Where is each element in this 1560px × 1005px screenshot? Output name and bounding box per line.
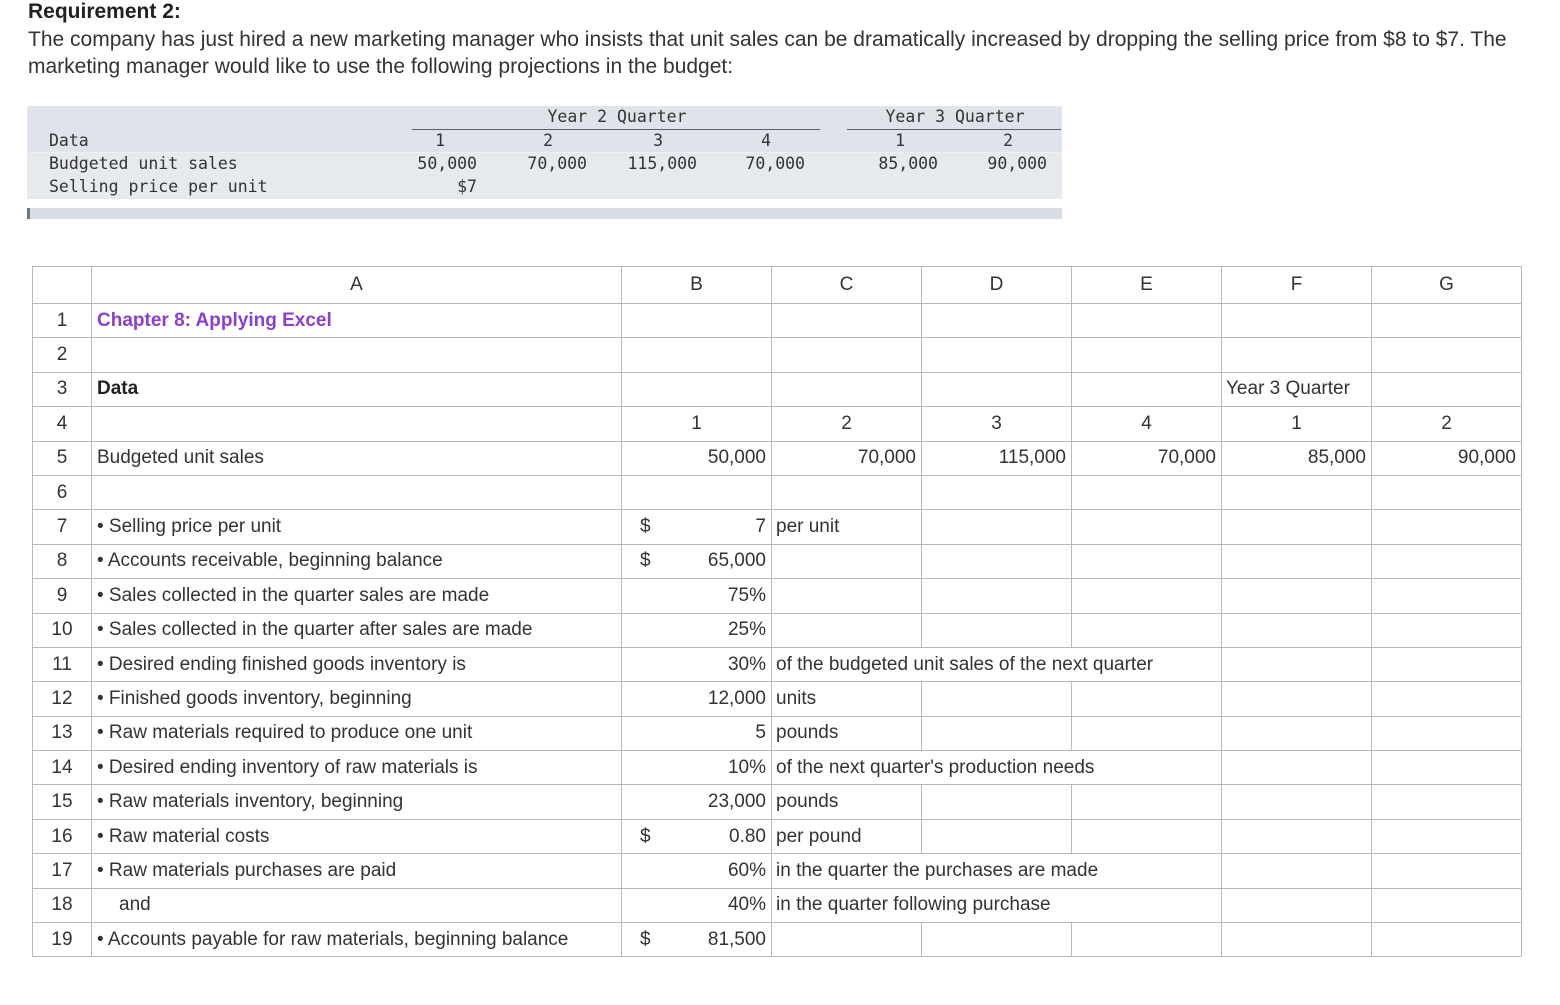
table-row — [33, 613, 1522, 647]
panel-sales-value: 85,000 — [878, 154, 938, 173]
panel-sales-value: 90,000 — [987, 154, 1047, 173]
panel-quarter: 4 — [761, 131, 771, 150]
note-cell[interactable] — [772, 647, 1154, 681]
row-number[interactable]: 14 — [33, 751, 92, 785]
cell[interactable] — [1372, 819, 1522, 853]
cell[interactable] — [1372, 475, 1522, 509]
value-cell[interactable]: 12,000 — [622, 682, 772, 716]
cell[interactable] — [1222, 475, 1372, 509]
table-row — [33, 372, 1522, 406]
cell[interactable] — [1222, 544, 1372, 578]
row-number[interactable]: 9 — [33, 579, 92, 613]
note-cell[interactable] — [772, 854, 1099, 888]
cell[interactable] — [1372, 716, 1522, 750]
value-cell[interactable]: 10% — [622, 751, 772, 785]
cell[interactable] — [1072, 304, 1222, 338]
cell[interactable] — [1372, 785, 1522, 819]
row-label[interactable]: • Desired ending inventory of raw materials is — [92, 751, 622, 785]
cell[interactable] — [1072, 613, 1222, 647]
table-row — [33, 338, 1522, 372]
cell[interactable] — [1222, 510, 1372, 544]
row-number[interactable]: 5 — [33, 441, 92, 475]
column-header-e[interactable]: E — [1072, 267, 1222, 304]
cell[interactable] — [1072, 475, 1222, 509]
row-number[interactable]: 12 — [33, 682, 92, 716]
table-row — [33, 751, 1522, 785]
panel-sales-value: 70,000 — [745, 154, 805, 173]
row-number[interactable]: 13 — [33, 716, 92, 750]
value-cell[interactable] — [622, 819, 772, 853]
cell[interactable] — [1072, 888, 1222, 922]
panel-sales-value: 115,000 — [627, 154, 697, 173]
panel-quarter: 3 — [653, 131, 663, 150]
column-header-c[interactable]: C — [772, 267, 922, 304]
year2-underline — [412, 129, 820, 130]
cell[interactable] — [1372, 510, 1522, 544]
row-number[interactable]: 8 — [33, 544, 92, 578]
cell[interactable] — [1372, 579, 1522, 613]
cell[interactable] — [1222, 819, 1372, 853]
cell[interactable] — [92, 475, 622, 509]
cell[interactable] — [922, 510, 1072, 544]
unit-cell[interactable]: per unit — [772, 510, 922, 544]
table-row — [33, 854, 1522, 888]
panel-quarter: 1 — [895, 131, 905, 150]
value-cell[interactable]: 90,000 — [1372, 441, 1522, 475]
row-number[interactable]: 2 — [33, 338, 92, 372]
quarter-cell[interactable]: 4 — [1072, 407, 1222, 441]
row-number[interactable]: 4 — [33, 407, 92, 441]
table-row — [33, 544, 1522, 578]
panel-divider — [27, 152, 1062, 153]
sheet-title[interactable]: Chapter 8: Applying Excel — [92, 304, 622, 338]
value-cell[interactable] — [622, 510, 772, 544]
panel-quarter: 1 — [435, 131, 445, 150]
row-number[interactable]: 17 — [33, 854, 92, 888]
requirement-intro: The company has just hired a new marketing manager who insists that unit sales can be dramatically increased by dropping the selling price from $8 to $7. The marketing manager would like to use the following projections in the budget: — [28, 28, 1507, 78]
cell[interactable] — [1372, 888, 1522, 922]
table-row — [33, 888, 1522, 922]
cell[interactable] — [922, 338, 1072, 372]
cell[interactable] — [772, 923, 922, 957]
unit-cell[interactable]: pounds — [772, 716, 922, 750]
value-cell[interactable] — [622, 544, 772, 578]
value-cell[interactable]: 70,000 — [772, 441, 922, 475]
cell[interactable] — [1372, 613, 1522, 647]
table-row — [33, 579, 1522, 613]
row-number[interactable]: 16 — [33, 819, 92, 853]
panel-sales-value: 70,000 — [527, 154, 587, 173]
cell[interactable] — [772, 613, 922, 647]
cell[interactable] — [772, 475, 922, 509]
row-label[interactable]: • Raw materials required to produce one unit — [92, 716, 622, 750]
row-label[interactable]: • Sales collected in the quarter sales are made — [92, 579, 622, 613]
cell[interactable] — [1222, 785, 1372, 819]
cell[interactable] — [772, 338, 922, 372]
cell[interactable] — [772, 544, 922, 578]
table-row — [33, 304, 1522, 338]
row-number[interactable]: 3 — [33, 372, 92, 406]
cell[interactable] — [1072, 510, 1222, 544]
unit-cell[interactable]: pounds — [772, 785, 922, 819]
cell[interactable] — [922, 304, 1072, 338]
table-row — [33, 441, 1522, 475]
value-cell[interactable]: 40% — [622, 888, 772, 922]
cell[interactable] — [1372, 751, 1522, 785]
cell[interactable] — [922, 923, 1072, 957]
requirement-heading: Requirement 2: — [28, 0, 181, 23]
table-row — [33, 407, 1522, 441]
cell[interactable] — [1072, 579, 1222, 613]
section-label[interactable]: Data — [92, 372, 622, 406]
cell[interactable] — [1072, 716, 1222, 750]
cell[interactable] — [922, 682, 1072, 716]
cell[interactable] — [1222, 613, 1372, 647]
cell[interactable] — [922, 785, 1072, 819]
note-cell[interactable] — [772, 751, 1095, 785]
unit-cell[interactable]: units — [772, 682, 922, 716]
panel-price-value: $7 — [457, 177, 477, 196]
value-text: 7 — [755, 516, 766, 538]
cell[interactable] — [1072, 372, 1222, 406]
column-header-g[interactable]: G — [1372, 267, 1522, 304]
cell[interactable] — [1222, 338, 1372, 372]
cell[interactable] — [622, 372, 772, 406]
row-number[interactable]: 18 — [33, 888, 92, 922]
unit-cell[interactable]: per pound — [772, 819, 922, 853]
cell[interactable] — [1222, 579, 1372, 613]
column-header-d[interactable]: D — [922, 267, 1072, 304]
value-cell[interactable]: 60% — [622, 854, 772, 888]
row-number[interactable]: 19 — [33, 923, 92, 957]
year3-quarter-label[interactable]: Year 3 Quarter — [1222, 372, 1372, 406]
cell[interactable] — [772, 372, 922, 406]
quarter-cell[interactable]: 1 — [622, 407, 772, 441]
value-cell[interactable]: 85,000 — [1222, 441, 1372, 475]
currency-symbol: $ — [640, 516, 651, 538]
cell[interactable] — [1372, 304, 1522, 338]
cell[interactable] — [1222, 923, 1372, 957]
cell[interactable] — [922, 716, 1072, 750]
table-row — [33, 475, 1522, 509]
cell[interactable] — [1222, 751, 1372, 785]
quarter-cell[interactable]: 1 — [1222, 407, 1372, 441]
year3-header: Year 3 Quarter — [885, 107, 1025, 126]
row-label[interactable]: • Sales collected in the quarter after sales are made — [92, 613, 622, 647]
row-number[interactable]: 1 — [33, 304, 92, 338]
cell[interactable] — [622, 475, 772, 509]
cell[interactable] — [1222, 304, 1372, 338]
cell[interactable] — [1072, 819, 1222, 853]
quarter-cell[interactable]: 2 — [772, 407, 922, 441]
quarter-cell[interactable]: 2 — [1372, 407, 1522, 441]
row-label[interactable]: • Raw materials inventory, beginning — [92, 785, 622, 819]
row-label[interactable]: • Raw material costs — [92, 819, 622, 853]
panel-data-label: Data — [49, 131, 89, 150]
cell[interactable] — [1222, 647, 1372, 681]
cell[interactable] — [922, 819, 1072, 853]
cell[interactable] — [922, 372, 1072, 406]
panel-footer-bar — [27, 208, 30, 219]
cell[interactable] — [1372, 682, 1522, 716]
cell[interactable] — [1222, 682, 1372, 716]
cell[interactable] — [922, 579, 1072, 613]
cell[interactable] — [1372, 372, 1522, 406]
column-header-row — [33, 267, 1522, 304]
panel-band-footer — [27, 208, 1062, 219]
column-header-b[interactable]: B — [622, 267, 772, 304]
row-label[interactable]: • Desired ending finished goods inventory is — [92, 647, 622, 681]
cell[interactable] — [922, 475, 1072, 509]
cell[interactable] — [1222, 854, 1372, 888]
data-panel — [27, 106, 1062, 219]
value-cell[interactable]: 75% — [622, 579, 772, 613]
cell[interactable] — [1372, 338, 1522, 372]
panel-quarter: 2 — [543, 131, 553, 150]
cell[interactable] — [922, 613, 1072, 647]
column-header-a[interactable]: A — [92, 267, 622, 304]
row-number[interactable]: 15 — [33, 785, 92, 819]
row-label[interactable]: • Selling price per unit — [92, 510, 622, 544]
row-number[interactable]: 11 — [33, 647, 92, 681]
currency-symbol: $ — [640, 928, 651, 950]
panel-quarter: 2 — [1003, 131, 1013, 150]
value-cell[interactable]: 50,000 — [622, 441, 772, 475]
table-row — [33, 647, 1522, 681]
panel-sales-value: 50,000 — [417, 154, 477, 173]
table-row — [33, 510, 1522, 544]
note-text: of the next quarter's production needs — [776, 756, 1095, 778]
row-label[interactable]: • Accounts receivable, beginning balance — [92, 544, 622, 578]
cell[interactable] — [922, 544, 1072, 578]
value-cell[interactable]: 70,000 — [1072, 441, 1222, 475]
year3-underline — [847, 129, 1061, 130]
panel-price-label: Selling price per unit — [49, 177, 268, 196]
row-label[interactable]: and — [92, 888, 622, 922]
cell[interactable] — [622, 304, 772, 338]
cell[interactable] — [1372, 923, 1522, 957]
value-cell[interactable]: 115,000 — [922, 441, 1072, 475]
table-row — [33, 785, 1522, 819]
value-text: 65,000 — [707, 550, 766, 572]
value-text: 0.80 — [729, 825, 766, 847]
year2-header: Year 2 Quarter — [547, 107, 687, 126]
table-row — [33, 819, 1522, 853]
value-cell[interactable]: 23,000 — [622, 785, 772, 819]
table-row — [33, 682, 1522, 716]
cell[interactable] — [1222, 888, 1372, 922]
value-cell[interactable]: 5 — [622, 716, 772, 750]
quarter-cell[interactable]: 3 — [922, 407, 1072, 441]
cell[interactable] — [1072, 785, 1222, 819]
cell[interactable] — [1372, 544, 1522, 578]
row-label[interactable]: • Finished goods inventory, beginning — [92, 682, 622, 716]
note-text: in the quarter following purchase — [776, 894, 1051, 916]
row-number[interactable]: 6 — [33, 475, 92, 509]
cell[interactable] — [1222, 716, 1372, 750]
value-cell[interactable]: 25% — [622, 613, 772, 647]
value-cell[interactable] — [622, 923, 772, 957]
currency-symbol: $ — [640, 550, 651, 572]
value-text: 81,500 — [707, 928, 766, 950]
note-text: of the budgeted unit sales of the next quarter — [776, 653, 1154, 675]
row-label[interactable]: • Raw materials purchases are paid — [92, 854, 622, 888]
note-text: in the quarter the purchases are made — [776, 859, 1099, 881]
row-number[interactable]: 10 — [33, 613, 92, 647]
cell[interactable] — [1072, 923, 1222, 957]
row-label[interactable]: • Accounts payable for raw materials, beginning balance — [92, 923, 622, 957]
cell[interactable] — [92, 407, 622, 441]
cell[interactable] — [1372, 647, 1522, 681]
spreadsheet — [32, 266, 1522, 957]
cell[interactable] — [92, 338, 622, 372]
row-number[interactable]: 7 — [33, 510, 92, 544]
row-label[interactable]: Budgeted unit sales — [92, 441, 622, 475]
table-row — [33, 923, 1522, 957]
cell[interactable] — [772, 579, 922, 613]
cell[interactable] — [1072, 338, 1222, 372]
cell[interactable] — [1372, 854, 1522, 888]
cell[interactable] — [1072, 544, 1222, 578]
cell[interactable] — [622, 338, 772, 372]
cell[interactable] — [772, 304, 922, 338]
column-header-f[interactable]: F — [1222, 267, 1372, 304]
panel-sales-label: Budgeted unit sales — [49, 154, 238, 173]
table-row — [33, 716, 1522, 750]
note-cell[interactable] — [772, 888, 1051, 922]
currency-symbol: $ — [640, 825, 651, 847]
value-cell[interactable]: 30% — [622, 647, 772, 681]
cell[interactable] — [1072, 682, 1222, 716]
corner-cell[interactable] — [33, 267, 92, 304]
